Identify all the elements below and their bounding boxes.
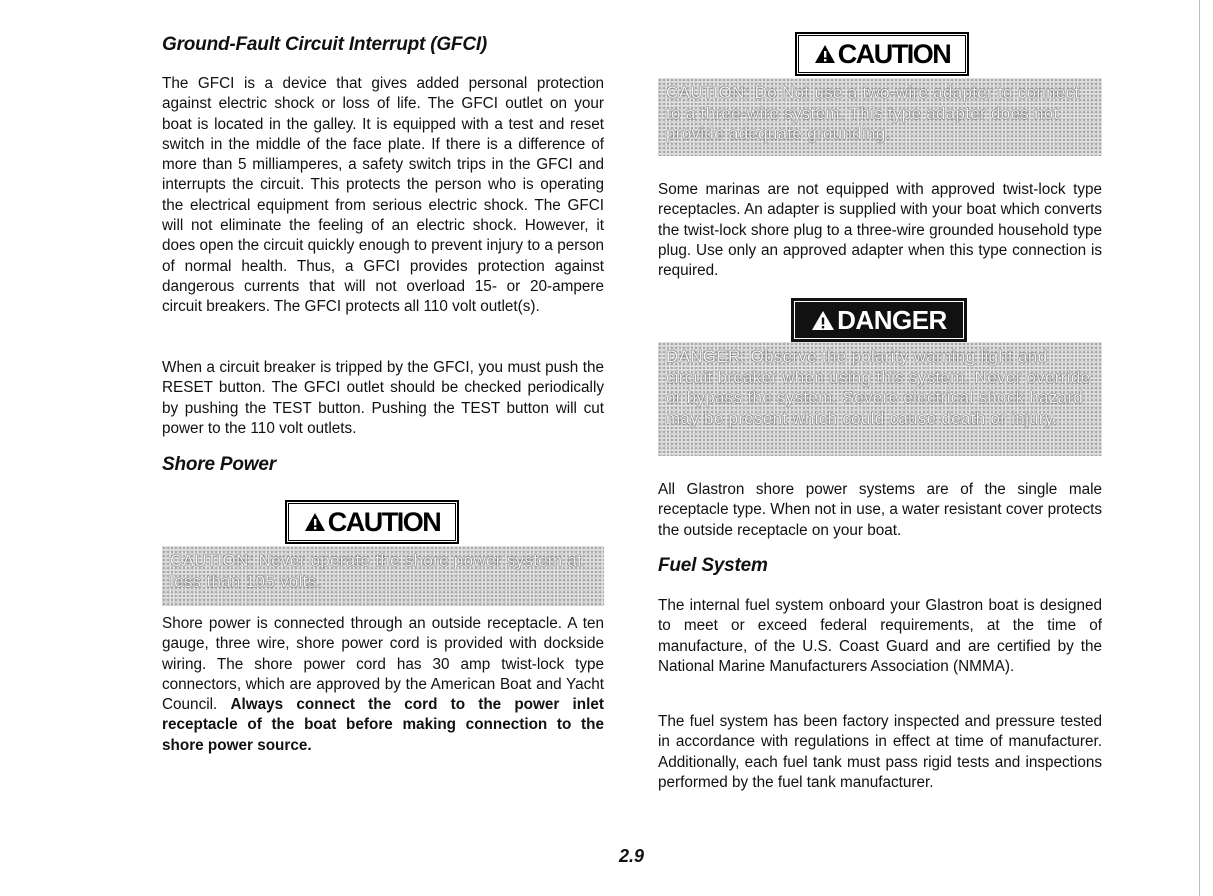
caution-badge	[795, 32, 969, 76]
warning-triangle-icon	[814, 44, 836, 64]
caution-warning-box: CAUTION: Never operate the shore power system at less than 105 volts.	[162, 546, 604, 606]
fuel-paragraph-1: The internal fuel system onboard your Glastron boat is designed to meet or exceed federal requirements, at the time of manufacture, of the U.S. Coast Guard and are certified by the National Marine Manufacturers Association (NMMA).	[658, 597, 1102, 675]
page-number: 2.9	[619, 846, 645, 866]
danger-badge-label: DANGER	[837, 304, 947, 335]
warning-triangle-icon	[304, 512, 326, 532]
scan-edge-line	[1199, 0, 1200, 896]
glastron-paragraph: All Glastron shore power systems are of the single male receptacle type. When not in use, a water resistant cover protects the outside receptacle on your boat.	[658, 481, 1102, 539]
caution-badge-label: CAUTION	[327, 506, 441, 537]
fuel-system-heading: Fuel System	[658, 555, 768, 576]
caution-badge-label: CAUTION	[837, 38, 951, 69]
caution-warning-box: CAUTION: Do Not use a two-wire adapter to connect to a three-wire system. This type adapter does not provide adequate grounding.	[658, 78, 1102, 156]
fuel-paragraph-2: The fuel system has been factory inspected and pressure tested in accordance with regulations in effect at time of manufacturer. Additionally, each fuel tank must pass rigid tests and inspections performed by the fuel tank manufacturer.	[658, 713, 1102, 791]
danger-badge	[791, 298, 967, 342]
gfci-paragraph-1: The GFCI is a device that gives added personal protection against electric shock or loss of life. The GFCI outlet on your boat is located in the galley. It is equipped with a test and reset switch in the middle of the face plate. If there is a difference of more than 5 milliamperes, a safety switch trips in the GFCI and interrupts the circuit. This protects the person who is operating the electrical equipment from serious electric shock. The GFCI will not eliminate the feeling of an electric shock. However, it does open the circuit quickly enough to prevent injury to a person of normal health. Thus, a GFCI provides protection against dangerous currents that will not overload 15- or 20-ampere circuit breakers. The GFCI protects all 110 volt outlet(s).	[162, 75, 604, 316]
marinas-paragraph: Some marinas are not equipped with approved twist-lock type receptacles. An adapter is supplied with your boat which converts the twist-lock shore plug to a three-wire grounded household type plug. Use only an approved adapter when this type connection is required.	[658, 181, 1102, 280]
caution-badge	[285, 500, 459, 544]
gfci-paragraph-2: When a circuit breaker is tripped by the GFCI, you must push the RESET button. The GFCI outlet should be checked periodically by pushing the TEST button. Pushing the TEST button will cut power to the 110 volt outlets.	[162, 359, 604, 437]
danger-warning-box: DANGER: Observe the polarity warning light and circuit breaker when using this system. Never override or bypass the system. Severe electrical shock hazard may be present which could cause death or injury.	[658, 342, 1102, 456]
shore-power-paragraph	[162, 614, 604, 756]
warning-triangle-icon	[811, 310, 835, 331]
shore-power-text: Shore power is connected through an outside receptacle. A ten gauge, three wire, shore power cord is provided with dockside wiring. The shore power cord has 30 amp twist-lock type connectors, which are approved by the American Boat and Yacht Council.	[162, 615, 604, 714]
shore-power-heading: Shore Power	[162, 454, 276, 475]
gfci-heading: Ground-Fault Circuit Interrupt (GFCI)	[162, 34, 488, 55]
shore-power-bold-text: Always connect the cord to the power inlet receptacle of the boat before making connection to the shore power source.	[162, 696, 605, 754]
